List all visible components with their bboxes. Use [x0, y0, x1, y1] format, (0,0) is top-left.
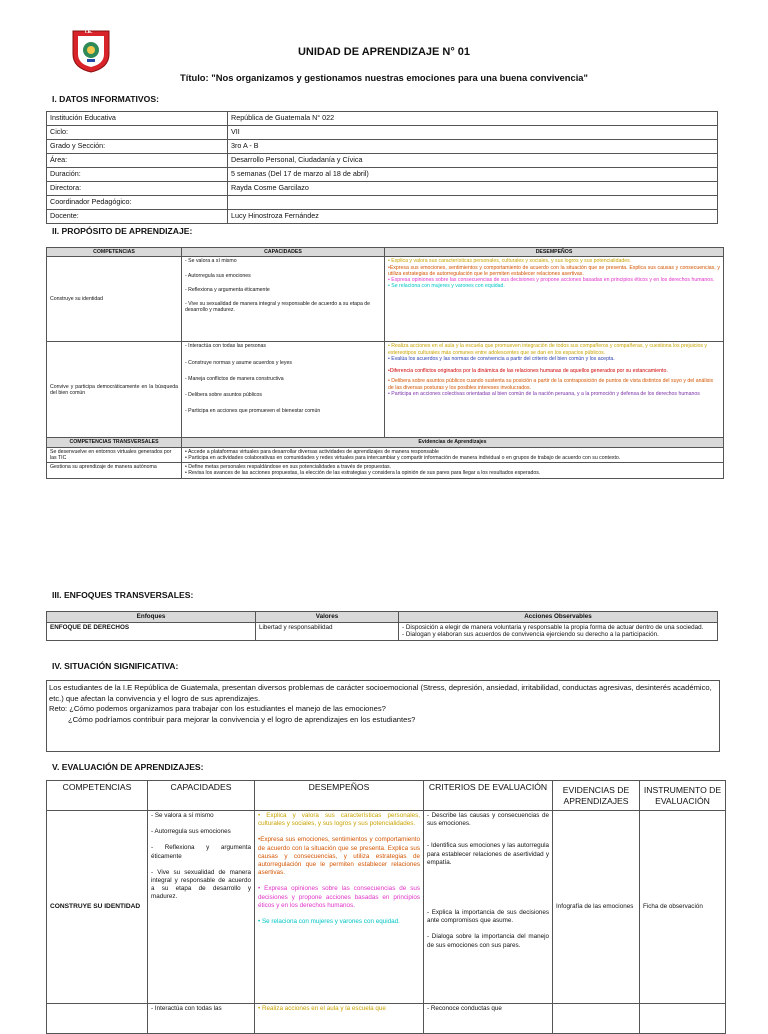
- desempeno-item: •Expresa sus emociones, sentimientos y comportamiento de acuerdo con la situación que se presenta. Explica sus causas y consecuencias, y utiliza estrategias de autorregulación que le permiten establecer relaciones asertivas.: [258, 836, 420, 877]
- header-valores: Valores: [256, 612, 399, 623]
- datos-row: [47, 210, 718, 224]
- document-title: UNIDAD DE APRENDIZAJE N° 01: [297, 46, 471, 58]
- datos-value: Lucy Hinostroza Fernández: [228, 210, 718, 224]
- datos-row: [47, 182, 718, 196]
- datos-value: VII: [228, 126, 718, 140]
- enfoque-valor: Libertad y responsabilidad: [256, 622, 399, 640]
- comp2-name: Convive y participa democráticamente en la búsqueda del bien común: [47, 342, 182, 438]
- situacion-question: ¿Cómo podríamos contribuir para mejorar la convivencia y el logro de aprendizajes en los estudiantes?: [68, 714, 416, 724]
- desempeno-item: • Evalúa los acuerdos y las normas de convivencia a partir del criterio del bien común y los acepta.: [388, 355, 615, 362]
- eval-desempenos: [255, 811, 424, 1004]
- capacity-item: - Se valora a sí mismo: [185, 258, 237, 265]
- eval-header-criterios: CRITERIOS DE EVALUACIÓN: [424, 781, 553, 811]
- desempeno-item: • Explica y valora sus características personales, culturales y sociales, y sus logros y sus potencialidades.: [258, 812, 420, 828]
- section-evaluacion-heading: V. EVALUACIÓN DE APRENDIZAJES:: [52, 762, 204, 772]
- datos-label: Docente:: [47, 210, 228, 224]
- proposito-table: [46, 247, 724, 479]
- eval-header-competencias: COMPETENCIAS: [47, 781, 148, 811]
- capacity-item: - Construye normas y asume acuerdos y leyes: [185, 359, 292, 366]
- datos-label: Grado y Sección:: [47, 140, 228, 154]
- eval-evidencia: Infografía de las emociones: [553, 811, 640, 1004]
- desempeno-item: • Se relaciona con mujeres y varones con equidad.: [258, 918, 400, 926]
- capacity-item: - Reflexiona y argumenta éticamente: [151, 844, 251, 860]
- accion-item: - Dialogan y elaboran sus acuerdos de convivencia ejerciendo su derecho a la participación.: [402, 631, 659, 638]
- situacion-paragraph: Los estudiantes de la I.E República de Guatemala, presentan diversos problemas de carácter socioemocional (Stress, depresión, ansiedad, irritabilidad, conductas agresivas, desinterés académico, etc.) que afectan la convivencia y el logro de sus aprendizajes.: [49, 683, 712, 703]
- trans2-items: [182, 463, 724, 479]
- capacity-item: - Interactúa con todas las personas: [185, 343, 267, 350]
- trans2-name: Gestiona su aprendizaje de manera autónoma: [47, 463, 182, 479]
- datos-row: [47, 154, 718, 168]
- evidence-item: • Define metas personales respaldándose en sus potencialidades a través de propuestas.: [185, 464, 391, 471]
- desempeno-item: • Se relaciona con mujeres y varones con equidad.: [388, 283, 505, 290]
- eval-row2-capacidad: - Interactúa con todas las: [148, 1004, 255, 1034]
- eval-row2-criterio: - Reconoce conductas que: [424, 1004, 553, 1034]
- situacion-box: [46, 680, 720, 752]
- eval-header-evidencias: EVIDENCIAS DE APRENDIZAJES: [553, 781, 640, 811]
- enfoques-table: [46, 611, 718, 641]
- criterio-item: - Dialoga sobre la importancia del manejo de sus emociones con sus pares.: [427, 933, 549, 949]
- eval-row2-instrumento: [640, 1004, 726, 1034]
- eval-competencia: CONSTRUYE SU IDENTIDAD: [47, 811, 148, 1004]
- datos-label: Duración:: [47, 168, 228, 182]
- trans1-items: [182, 447, 724, 463]
- accion-item: - Disposición a elegir de manera voluntaria y responsable la propia forma de actuar dentro de una sociedad.: [402, 623, 704, 631]
- section-proposito-heading: II. PROPÓSITO DE APRENDIZAJE:: [52, 226, 193, 236]
- datos-label: Institución Educativa: [47, 112, 228, 126]
- capacity-item: - Vive su sexualidad de manera integral y responsable de acuerdo a su etapa de desarrollo y madurez.: [151, 868, 251, 901]
- header-evidencias: Evidencias de Aprendizajes: [182, 438, 724, 447]
- desempeno-item: • Participa en acciones colectivas orientadas al bien común de la nación peruana, y a la promoción y defensa de los derechos humanos: [388, 391, 700, 398]
- datos-value: Desarrollo Personal, Ciudadanía y Cívica: [228, 154, 718, 168]
- eval-header-capacidades: CAPACIDADES: [148, 781, 255, 811]
- section-situacion-heading: IV. SITUACIÓN SIGNIFICATIVA:: [52, 661, 179, 671]
- logo-label: I.E.: [85, 29, 93, 35]
- document-subtitle: Título: "Nos organizamos y gestionamos nuestras emociones para una buena convivencia": [180, 72, 588, 83]
- evaluacion-table: [46, 780, 726, 1034]
- eval-row2-competencia: [47, 1004, 148, 1034]
- header-competencias: COMPETENCIAS: [47, 248, 182, 257]
- eval-header-desempenos: DESEMPEÑOS: [255, 781, 424, 811]
- eval-header-instrumento: INSTRUMENTO DE EVALUACIÓN: [640, 781, 726, 811]
- datos-label: Ciclo:: [47, 126, 228, 140]
- capacity-item: - Autorregula sus emociones: [151, 828, 231, 836]
- datos-label: Área:: [47, 154, 228, 168]
- eval-criterios: [424, 811, 553, 1004]
- section-datos-heading: I. DATOS INFORMATIVOS:: [52, 94, 159, 104]
- eval-instrumento: Ficha de observación: [640, 811, 726, 1004]
- eval-row2-evidencia: [553, 1004, 640, 1034]
- header-desempenos: DESEMPEÑOS: [385, 248, 724, 257]
- desempeno-item: • Delibera sobre asuntos públicos cuando sustenta su posición a partir de la contraposición de puntos de vista distintos del suyo y del análisis de las diversas posturas y los posibles intereses involucrados.: [388, 378, 714, 391]
- criterio-item: - Explica la importancia de sus decisiones ante compromisos que asume.: [427, 909, 549, 925]
- section-enfoques-heading: III. ENFOQUES TRANSVERSALES:: [52, 590, 194, 600]
- evidence-item: • Accede a plataformas virtuales para desarrollar diversas actividades de aprendizajes de manera responsable: [185, 448, 439, 455]
- desempeno-item: •Diferencia conflictos originados por la dinámica de las relaciones humanas de aquellos generados por su estancamiento.: [388, 368, 668, 375]
- capacity-item: - Delibera sobre asuntos públicos: [185, 392, 262, 399]
- datos-label: Coordinador Pedagógico:: [47, 196, 228, 210]
- header-capacidades: CAPACIDADES: [182, 248, 385, 257]
- eval-row2-desempeno: • Realiza acciones en el aula y la escuela que: [255, 1004, 424, 1034]
- capacity-item: - Autorregula sus emociones: [185, 272, 251, 279]
- comp1-desempenos: [385, 257, 724, 342]
- datos-row: [47, 196, 718, 210]
- enfoque-name: ENFOQUE DE DERECHOS: [47, 622, 256, 640]
- datos-value: [228, 196, 718, 210]
- desempeno-item: • Explica y valora sus características personales, culturales y sociales, y sus logros y sus potencialidades.: [388, 258, 632, 265]
- capacity-item: - Participa en acciones que promueven el bienestar común: [185, 408, 321, 415]
- evidence-item: • Participa en actividades colaborativas en comunidades y redes virtuales para intercambiar y compartir información de manera individual o en grupos de trabajo de acuerdo con su contexto.: [185, 454, 621, 461]
- capacity-item: - Reflexiona y argumenta éticamente: [185, 286, 270, 293]
- situacion-reto: Reto: ¿Cómo podemos organizamos para trabajar con los estudiantes el manejo de las emociones?: [49, 704, 386, 713]
- header-acciones: Acciones Observables: [399, 612, 718, 623]
- header-competencias-transversales: COMPETENCIAS TRANSVERSALES: [47, 438, 182, 447]
- header-enfoques: Enfoques: [47, 612, 256, 623]
- datos-value: 5 semanas (Del 17 de marzo al 18 de abril): [228, 168, 718, 182]
- capacity-item: - Maneja conflictos de manera constructiva: [185, 375, 284, 382]
- datos-value: Rayda Cosme Garcilazo: [228, 182, 718, 196]
- desempeno-item: •Expresa sus emociones, sentimientos y comportamiento de acuerdo con la situación que se presenta. Explica sus causas y consecuencias, y utiliza estrategias de autorregulación que le permiten establecer relaciones asertivas.: [388, 264, 720, 277]
- criterio-item: - Identifica sus emociones y las autorregula para establecer relaciones de asertividad y empatía.: [427, 842, 549, 866]
- comp1-name: Construye su identidad: [47, 257, 182, 342]
- comp2-caps: [182, 342, 385, 438]
- datos-row: [47, 112, 718, 126]
- desempeno-item: • Expresa opiniones sobre las consecuencias de sus decisiones y propone acciones basadas en principios éticos y en los derechos humanos.: [258, 885, 420, 909]
- evidence-item: • Revisa los avances de las acciones propuestas, la elección de las estrategias y considera la opinión de sus pares para llegar a los resultados esperados.: [185, 470, 541, 477]
- trans1-name: Se desenvuelve en entornos virtuales generados por las TIC: [47, 447, 182, 463]
- capacity-item: - Vive su sexualidad de manera integral y responsable de acuerdo a su etapa de desarrollo y madurez.: [185, 301, 371, 314]
- datos-row: [47, 126, 718, 140]
- datos-label: Directora:: [47, 182, 228, 196]
- datos-value: 3ro A - B: [228, 140, 718, 154]
- criterio-item: - Describe las causas y consecuencias de sus emociones.: [427, 812, 549, 828]
- datos-row: [47, 168, 718, 182]
- datos-value: República de Guatemala N° 022: [228, 112, 718, 126]
- desempeno-item: • Expresa opiniones sobre las consecuencias de sus decisiones y propone acciones basadas en principios éticos y en los derechos humanos.: [388, 277, 715, 284]
- desempeno-item: • Realiza acciones en el aula y la escuela que promueven integración de todos sus compañeros y compañeras, y cuestiona los prejuicios y estereotipos culturales más comunes entre adolescentes que se dan en los espacios públicos.: [388, 343, 708, 356]
- enfoque-acciones: [399, 622, 718, 640]
- comp1-caps: [182, 257, 385, 342]
- comp2-desempenos: [385, 342, 724, 438]
- datos-row: [47, 140, 718, 154]
- datos-table: [46, 111, 718, 224]
- eval-capacidades: [148, 811, 255, 1004]
- capacity-item: - Se valora a sí mismo: [151, 812, 214, 819]
